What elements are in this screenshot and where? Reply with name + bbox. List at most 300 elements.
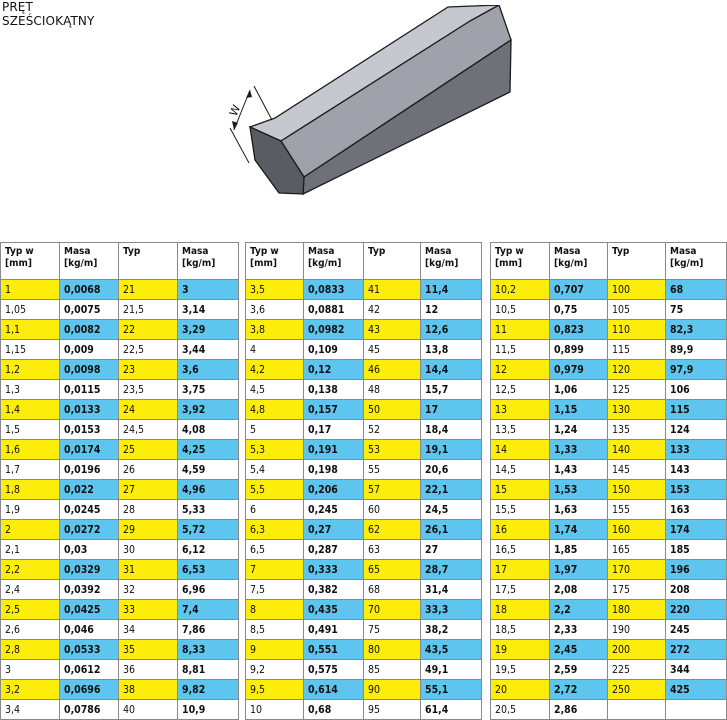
table-row (1, 480, 239, 500)
cell-typ-w: 18 (491, 600, 550, 620)
table-header-row (1, 243, 239, 280)
cell-masa-2: 7,4 (178, 600, 239, 620)
cell-typ-w: 12,5 (491, 380, 550, 400)
cell-masa: 0,707 (550, 280, 608, 300)
header-kgm-unit: [kg/m] (554, 258, 588, 269)
header-masa-label: Masa (308, 246, 335, 257)
cell-typ-w: 2,1 (1, 540, 60, 560)
header-masa-label: Masa (554, 246, 581, 257)
cell-masa: 1,33 (550, 440, 608, 460)
cell-masa: 0,0786 (60, 700, 119, 720)
table-row (491, 380, 727, 400)
cell-masa: 0,979 (550, 360, 608, 380)
cell-masa: 0,138 (304, 380, 364, 400)
table-row (1, 700, 239, 720)
header-typ-w-label: Typ w (495, 246, 524, 257)
cell-masa: 0,009 (60, 340, 119, 360)
cell-masa: 0,0153 (60, 420, 119, 440)
table-row (491, 680, 727, 700)
cell-typ-w: 1,3 (1, 380, 60, 400)
cell-typ-w: 9,2 (246, 660, 304, 680)
cell-typ: 23 (119, 360, 178, 380)
cell-typ: 145 (608, 460, 666, 480)
table-row (1, 500, 239, 520)
header-kgm-unit: [kg/m] (64, 258, 98, 269)
cell-typ: 31 (119, 560, 178, 580)
cell-masa: 0,191 (304, 440, 364, 460)
cell-typ: 60 (364, 500, 421, 520)
cell-masa: 0,0392 (60, 580, 119, 600)
table-row (246, 340, 482, 360)
table-row (246, 540, 482, 560)
cell-masa-2: 196 (666, 560, 727, 580)
table-row (246, 620, 482, 640)
page-title (2, 0, 94, 28)
cell-masa-2: 174 (666, 520, 727, 540)
cell-typ: 80 (364, 640, 421, 660)
cell-typ-w: 14,5 (491, 460, 550, 480)
cell-masa: 0,382 (304, 580, 364, 600)
cell-masa: 1,15 (550, 400, 608, 420)
table-row (246, 300, 482, 320)
cell-typ-w: 4 (246, 340, 304, 360)
table-row (246, 460, 482, 480)
title-line-1: PRĘT (2, 0, 33, 14)
table-row (1, 640, 239, 660)
cell-masa-2: 43,5 (421, 640, 482, 660)
cell-masa-2: 61,4 (421, 700, 482, 720)
table-row (491, 620, 727, 640)
cell-masa: 0,614 (304, 680, 364, 700)
cell-typ-w: 1 (1, 280, 60, 300)
cell-typ: 135 (608, 420, 666, 440)
cell-masa: 1,53 (550, 480, 608, 500)
cell-masa-2: 13,8 (421, 340, 482, 360)
cell-typ: 35 (119, 640, 178, 660)
cell-typ-w: 7,5 (246, 580, 304, 600)
table-row (1, 680, 239, 700)
table-row (491, 640, 727, 660)
cell-typ-w: 9 (246, 640, 304, 660)
cell-typ: 63 (364, 540, 421, 560)
table-row (491, 580, 727, 600)
table-row (1, 440, 239, 460)
cell-typ: 52 (364, 420, 421, 440)
cell-typ: 42 (364, 300, 421, 320)
cell-masa: 0,03 (60, 540, 119, 560)
cell-typ: 95 (364, 700, 421, 720)
cell-masa-2: 97,9 (666, 360, 727, 380)
table-row (491, 660, 727, 680)
table-row (246, 400, 482, 420)
cell-typ: 48 (364, 380, 421, 400)
cell-masa: 2,2 (550, 600, 608, 620)
title-line-2: SZEŚCIOKĄTNY (2, 14, 95, 28)
table-row (491, 320, 727, 340)
cell-masa-2: 163 (666, 500, 727, 520)
cell-typ: 57 (364, 480, 421, 500)
cell-masa-2: 75 (666, 300, 727, 320)
cell-masa-2: 6,96 (178, 580, 239, 600)
cell-masa-2: 3,14 (178, 300, 239, 320)
cell-typ-w: 8,5 (246, 620, 304, 640)
cell-typ: 150 (608, 480, 666, 500)
table-row (491, 280, 727, 300)
cell-masa-2: 272 (666, 640, 727, 660)
cell-masa: 2,45 (550, 640, 608, 660)
cell-masa: 0,0098 (60, 360, 119, 380)
cell-typ: 36 (119, 660, 178, 680)
cell-typ-w: 1,6 (1, 440, 60, 460)
cell-typ-w: 2,5 (1, 600, 60, 620)
table-row (491, 300, 727, 320)
cell-masa-2: 6,12 (178, 540, 239, 560)
cell-masa-2: 19,1 (421, 440, 482, 460)
dimension-label: W (226, 102, 244, 119)
cell-masa-2: 185 (666, 540, 727, 560)
cell-typ: 62 (364, 520, 421, 540)
cell-masa-2: 4,96 (178, 480, 239, 500)
cell-typ: 26 (119, 460, 178, 480)
table-row (491, 460, 727, 480)
cell-typ-w: 2,2 (1, 560, 60, 580)
cell-masa-2: 3,44 (178, 340, 239, 360)
header-mm-unit: [mm] (495, 258, 522, 269)
header-kgm-2-unit: [kg/m] (182, 258, 216, 269)
cell-masa: 0,109 (304, 340, 364, 360)
cell-typ: 190 (608, 620, 666, 640)
cell-masa: 0,0082 (60, 320, 119, 340)
cell-masa-2: 5,33 (178, 500, 239, 520)
header-kgm-2-unit: [kg/m] (425, 258, 459, 269)
table-row (246, 320, 482, 340)
cell-typ-w: 5 (246, 420, 304, 440)
cell-masa: 1,85 (550, 540, 608, 560)
cell-masa-2: 22,1 (421, 480, 482, 500)
table-row (1, 540, 239, 560)
table-row (246, 640, 482, 660)
cell-masa-2: 12 (421, 300, 482, 320)
cell-typ: 75 (364, 620, 421, 640)
cell-typ: 115 (608, 340, 666, 360)
cell-typ: 160 (608, 520, 666, 540)
cell-masa-2: 17 (421, 400, 482, 420)
cell-typ: 40 (119, 700, 178, 720)
header-kgm-unit: [kg/m] (308, 258, 342, 269)
table-row (246, 440, 482, 460)
cell-masa: 0,198 (304, 460, 364, 480)
cell-masa-2: 4,59 (178, 460, 239, 480)
table-row (246, 520, 482, 540)
cell-typ-w: 4,8 (246, 400, 304, 420)
cell-masa: 2,33 (550, 620, 608, 640)
cell-masa: 0,245 (304, 500, 364, 520)
cell-masa: 2,08 (550, 580, 608, 600)
table-row (491, 400, 727, 420)
cell-typ-w: 19,5 (491, 660, 550, 680)
table-row (491, 360, 727, 380)
cell-masa: 0,435 (304, 600, 364, 620)
header-typ-w-label: Typ w (5, 246, 34, 257)
table-header-row (246, 243, 482, 280)
cell-masa: 0,0133 (60, 400, 119, 420)
mass-table-2 (245, 242, 482, 720)
cell-typ: 85 (364, 660, 421, 680)
cell-masa-2: 89,9 (666, 340, 727, 360)
table-row (491, 440, 727, 460)
cell-masa-2: 68 (666, 280, 727, 300)
cell-masa: 0,575 (304, 660, 364, 680)
cell-typ: 140 (608, 440, 666, 460)
cell-masa-2: 31,4 (421, 580, 482, 600)
cell-masa: 0,157 (304, 400, 364, 420)
cell-typ-w: 2,6 (1, 620, 60, 640)
cell-masa: 1,97 (550, 560, 608, 580)
header-masa-2 (666, 243, 727, 280)
cell-typ: 43 (364, 320, 421, 340)
cell-typ: 33 (119, 600, 178, 620)
cell-masa-2: 33,3 (421, 600, 482, 620)
cell-typ-w: 1,1 (1, 320, 60, 340)
cell-typ: 22,5 (119, 340, 178, 360)
cell-masa: 0,823 (550, 320, 608, 340)
cell-masa-2: 3,6 (178, 360, 239, 380)
table-row (246, 280, 482, 300)
cell-masa-2: 4,25 (178, 440, 239, 460)
table-row (1, 320, 239, 340)
table-row (1, 340, 239, 360)
header-typ (364, 243, 421, 280)
cell-masa: 1,63 (550, 500, 608, 520)
cell-typ-w: 6 (246, 500, 304, 520)
cell-masa-2: 38,2 (421, 620, 482, 640)
table-row (1, 280, 239, 300)
header-masa-2 (421, 243, 482, 280)
cell-masa-2: 49,1 (421, 660, 482, 680)
table-row (491, 700, 727, 720)
header-masa (60, 243, 119, 280)
cell-typ-w: 2 (1, 520, 60, 540)
cell-typ-w: 19 (491, 640, 550, 660)
cell-masa: 0,17 (304, 420, 364, 440)
cell-typ-w: 12 (491, 360, 550, 380)
cell-typ-w: 5,3 (246, 440, 304, 460)
cell-typ: 68 (364, 580, 421, 600)
cell-typ: 225 (608, 660, 666, 680)
cell-typ: 50 (364, 400, 421, 420)
cell-typ: 100 (608, 280, 666, 300)
table-row (491, 340, 727, 360)
header-typ-label: Typ (612, 246, 630, 257)
cell-typ: 46 (364, 360, 421, 380)
cell-typ: 250 (608, 680, 666, 700)
cell-typ-w: 13 (491, 400, 550, 420)
cell-typ-w: 17,5 (491, 580, 550, 600)
table-row (1, 400, 239, 420)
cell-masa: 0,333 (304, 560, 364, 580)
table-row (1, 420, 239, 440)
cell-typ: 180 (608, 600, 666, 620)
cell-masa-2: 106 (666, 380, 727, 400)
cell-typ: 165 (608, 540, 666, 560)
cell-typ-w: 4,2 (246, 360, 304, 380)
cell-typ: 41 (364, 280, 421, 300)
cell-typ: 65 (364, 560, 421, 580)
cell-typ-w: 20 (491, 680, 550, 700)
table-row (1, 300, 239, 320)
header-typ-w (1, 243, 60, 280)
cell-typ: 28 (119, 500, 178, 520)
cell-typ-w: 6,5 (246, 540, 304, 560)
cell-typ-w: 1,4 (1, 400, 60, 420)
cell-masa: 0,287 (304, 540, 364, 560)
cell-typ-w: 3,4 (1, 700, 60, 720)
cell-masa: 0,0329 (60, 560, 119, 580)
table-row (246, 700, 482, 720)
cell-masa-2: 3,29 (178, 320, 239, 340)
cell-typ-w: 3 (1, 660, 60, 680)
cell-masa-2: 208 (666, 580, 727, 600)
table-row (491, 520, 727, 540)
cell-typ: 53 (364, 440, 421, 460)
table-row (491, 480, 727, 500)
table-row (1, 360, 239, 380)
cell-masa: 0,0115 (60, 380, 119, 400)
cell-typ: 21 (119, 280, 178, 300)
cell-masa: 1,74 (550, 520, 608, 540)
cell-masa-2: 20,6 (421, 460, 482, 480)
cell-typ-w: 1,9 (1, 500, 60, 520)
cell-typ: 23,5 (119, 380, 178, 400)
cell-masa-2: 4,08 (178, 420, 239, 440)
cell-masa: 0,046 (60, 620, 119, 640)
header-typ (119, 243, 178, 280)
cell-masa: 2,86 (550, 700, 608, 720)
cell-masa-2: 245 (666, 620, 727, 640)
cell-masa-2: 8,33 (178, 640, 239, 660)
cell-typ-w: 1,15 (1, 340, 60, 360)
table-header-row (491, 243, 727, 280)
cell-masa: 1,24 (550, 420, 608, 440)
cell-typ: 25 (119, 440, 178, 460)
cell-masa: 0,0533 (60, 640, 119, 660)
cell-typ: 32 (119, 580, 178, 600)
table-row (491, 500, 727, 520)
table-row (1, 660, 239, 680)
cell-typ-w: 3,5 (246, 280, 304, 300)
cell-typ-w: 1,7 (1, 460, 60, 480)
table-row (246, 580, 482, 600)
cell-masa-2: 15,7 (421, 380, 482, 400)
cell-typ: 120 (608, 360, 666, 380)
cell-typ: 34 (119, 620, 178, 640)
cell-masa: 0,0425 (60, 600, 119, 620)
table-row (491, 560, 727, 580)
header-typ-label: Typ (368, 246, 386, 257)
cell-typ: 30 (119, 540, 178, 560)
table-row (491, 600, 727, 620)
header-masa-label: Masa (64, 246, 91, 257)
table-row (246, 380, 482, 400)
mass-table-1 (0, 242, 239, 720)
cell-typ: 24 (119, 400, 178, 420)
table-row (491, 540, 727, 560)
cell-typ-w: 1,05 (1, 300, 60, 320)
cell-typ (608, 700, 666, 720)
cell-masa: 0,0881 (304, 300, 364, 320)
cell-masa: 0,27 (304, 520, 364, 540)
cell-masa-2: 11,4 (421, 280, 482, 300)
cell-masa-2: 8,81 (178, 660, 239, 680)
cell-masa: 1,06 (550, 380, 608, 400)
table-row (246, 480, 482, 500)
table-row (246, 600, 482, 620)
cell-masa-2: 143 (666, 460, 727, 480)
cell-masa: 0,022 (60, 480, 119, 500)
header-typ-label: Typ (123, 246, 141, 257)
cell-masa: 0,206 (304, 480, 364, 500)
cell-typ: 70 (364, 600, 421, 620)
cell-masa-2: 55,1 (421, 680, 482, 700)
cell-typ-w: 8 (246, 600, 304, 620)
header-typ (608, 243, 666, 280)
cell-masa-2: 24,5 (421, 500, 482, 520)
cell-masa-2: 3,92 (178, 400, 239, 420)
cell-typ: 105 (608, 300, 666, 320)
cell-typ-w: 3,6 (246, 300, 304, 320)
cell-masa-2: 28,7 (421, 560, 482, 580)
cell-masa: 0,551 (304, 640, 364, 660)
cell-typ-w: 15 (491, 480, 550, 500)
header-typ-w (491, 243, 550, 280)
header-masa (304, 243, 364, 280)
cell-typ: 22 (119, 320, 178, 340)
cell-masa: 0,0075 (60, 300, 119, 320)
table-row (1, 380, 239, 400)
cell-typ-w: 16,5 (491, 540, 550, 560)
cell-masa: 2,72 (550, 680, 608, 700)
cell-masa-2: 133 (666, 440, 727, 460)
cell-typ: 155 (608, 500, 666, 520)
cell-typ: 175 (608, 580, 666, 600)
mass-table-3 (490, 242, 727, 720)
header-typ-w-label: Typ w (250, 246, 279, 257)
cell-typ: 110 (608, 320, 666, 340)
header-masa-2 (178, 243, 239, 280)
cell-masa-2: 26,1 (421, 520, 482, 540)
cell-masa: 0,75 (550, 300, 608, 320)
table-row (1, 460, 239, 480)
cell-masa-2: 344 (666, 660, 727, 680)
cell-typ: 45 (364, 340, 421, 360)
cell-typ-w: 11,5 (491, 340, 550, 360)
header-mm-unit: [mm] (5, 258, 32, 269)
cell-typ: 27 (119, 480, 178, 500)
cell-masa-2: 9,82 (178, 680, 239, 700)
cell-typ-w: 2,4 (1, 580, 60, 600)
cell-typ-w: 5,4 (246, 460, 304, 480)
table-row (246, 560, 482, 580)
cell-typ: 24,5 (119, 420, 178, 440)
cell-typ-w: 20,5 (491, 700, 550, 720)
cell-typ-w: 17 (491, 560, 550, 580)
cell-masa-2: 82,3 (666, 320, 727, 340)
cell-masa: 0,0982 (304, 320, 364, 340)
cell-masa: 0,0068 (60, 280, 119, 300)
cell-typ-w: 3,2 (1, 680, 60, 700)
cell-masa-2: 6,53 (178, 560, 239, 580)
cell-masa: 0,0245 (60, 500, 119, 520)
